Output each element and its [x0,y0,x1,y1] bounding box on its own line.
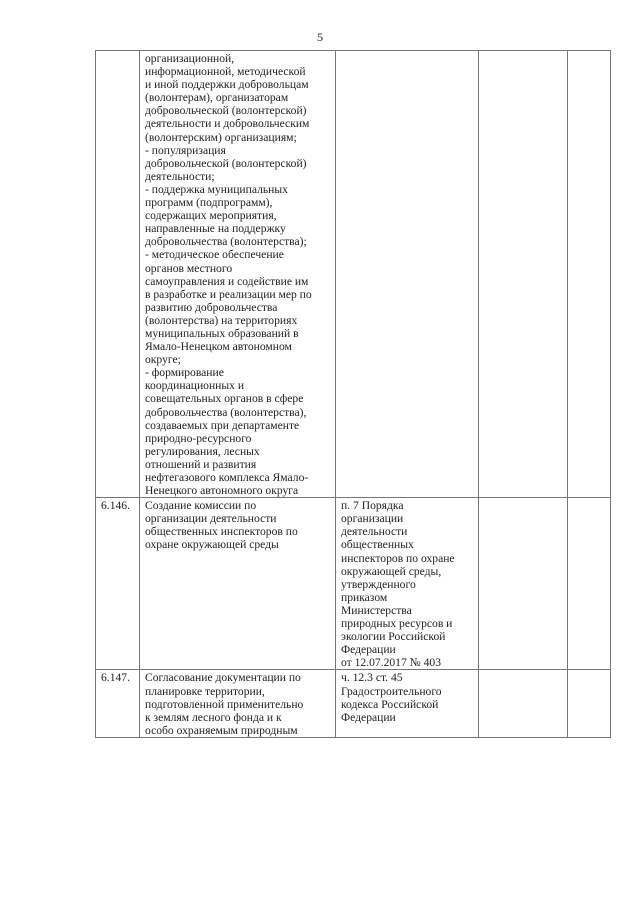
table-row [96,498,611,670]
page-number: 5 [317,30,323,44]
row-number: 6.147. [96,670,140,737]
row-col4 [479,670,568,737]
row-number: 6.146. [96,498,140,670]
row-description: организационной, информационной, методической и иной поддержки добровольцам (волонтерам), организаторам добровольческой (волонтерской) деятельности и добровольческим (волонтерским) организациям; - популяризация добровольческой (волонтерской) деятельности; - поддержка муниципальных программ (подпрограмм), содержащих мероприятия, направленные на поддержку добровольчества (волонтерства); - методическое обеспечение органов местного самоуправления и содействие им в разработке и реализации мер по развитию добровольчества (волонтерства) на территориях муниципальных образований в Ямало-Ненецком автономном округе; - формирование координационных и совещательных органов в сфере добровольчества (волонтерства), создаваемых при департаменте природно-ресурсного регулирования, лесных отношений и развития нефтегазового комплекса Ямало- Ненецкого автономного округа [140,51,336,498]
row-legal-basis: ч. 12.3 ст. 45 Градостроительного кодекса Российской Федерации [336,670,479,737]
powers-table [95,50,611,738]
row-legal-basis: п. 7 Порядка организации деятельности общественных инспекторов по охране окружающей среды, утвержденного приказом Министерства природных ресурсов и экологии Российской Федерации от 12.07.2017 № 403 [336,498,479,670]
row-number [96,51,140,498]
row-description: Создание комиссии по организации деятельности общественных инспекторов по охране окружающей среды [140,498,336,670]
row-col5 [568,670,611,737]
row-description: Согласование документации по планировке территории, подготовленной применительно к землям лесного фонда и к особо охраняемым природным [140,670,336,737]
table-row [96,670,611,737]
row-col5 [568,51,611,498]
row-col4 [479,51,568,498]
row-col4 [479,498,568,670]
row-legal-basis [336,51,479,498]
table-row [96,51,611,498]
row-col5 [568,498,611,670]
